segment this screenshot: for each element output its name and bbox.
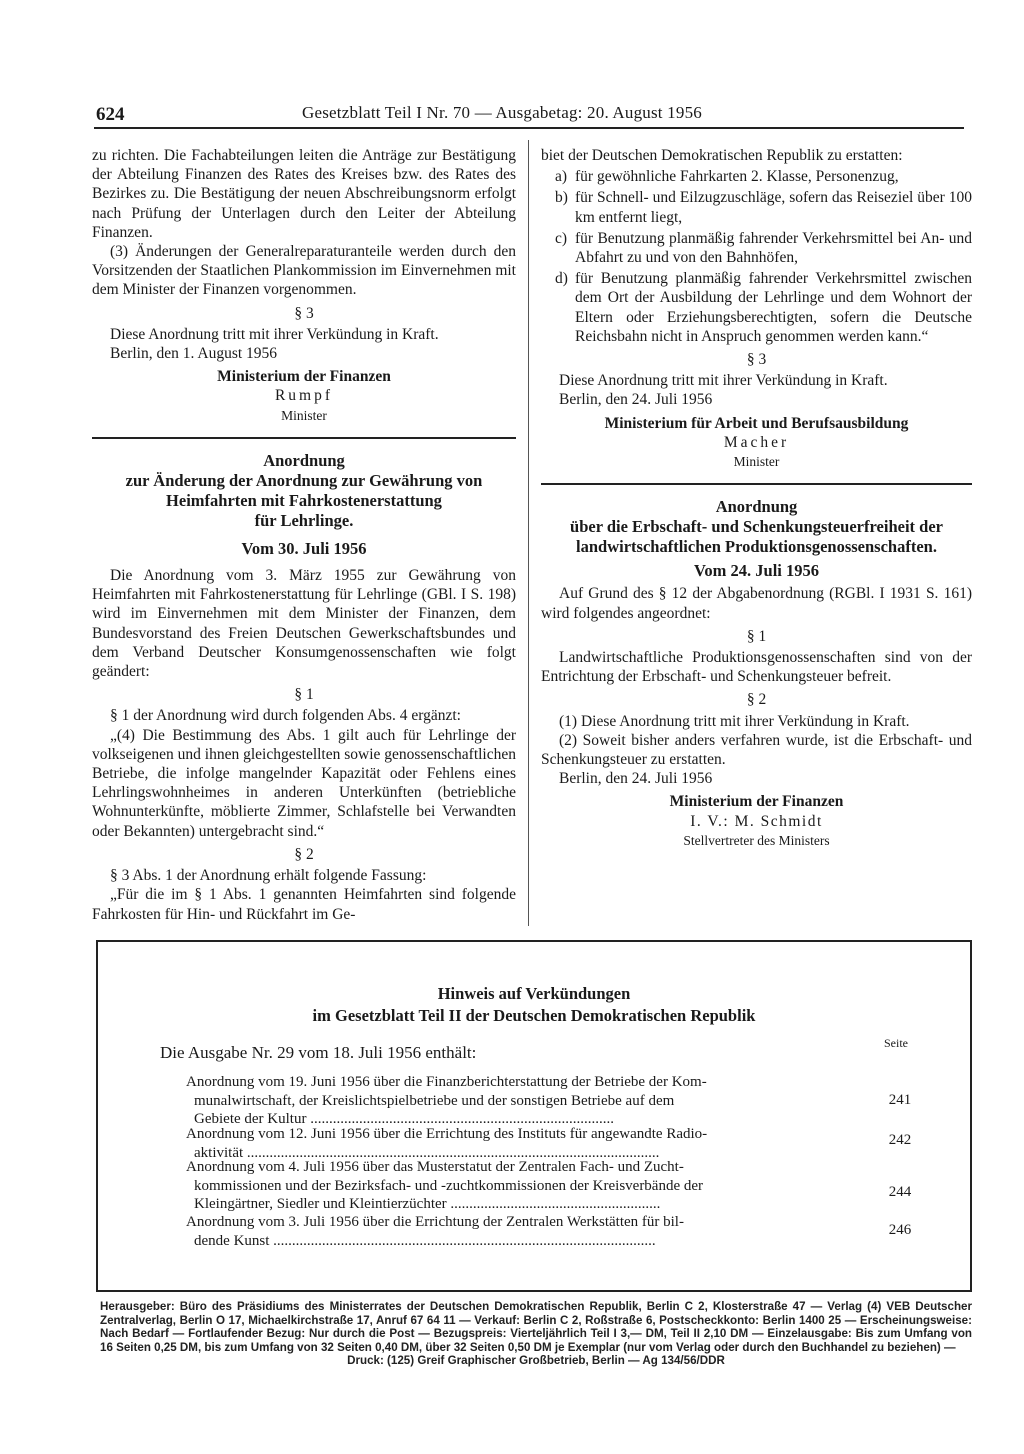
place-date: Berlin, den 24. Juli 1956 [559, 391, 713, 409]
continued-paragraph: zu richten. Die Fachabteilungen leiten die Anträge zur Bestätigung der Abteilung Finanzen des Rates des Kreises bzw. des Rates des Bezirkes zu. Die Bestätigung der neuen Abschreibungsnorm erfolgt nach Prüfung der Unterlagen durch den Leiter der Abteilung Finanzen. [92, 147, 516, 241]
left-column [92, 146, 516, 924]
section-heading: § 2 [294, 845, 314, 863]
section-rule [541, 483, 972, 485]
section-rule [92, 437, 516, 439]
section-heading: § 2 [746, 691, 767, 709]
page-column-label: Seite [884, 1036, 908, 1050]
ministry-name: Ministerium für Arbeit und Berufsausbildung [604, 414, 909, 432]
toc-entry: Anordnung vom 19. Juni 1956 über die Finanzberichterstattung der Betriebe der Kom- munalwirtschaft, der Kreislichtspielbetriebe und der sonstigen Betriebe auf dem Gebiete der Kultur ................................................................................. [186, 1074, 707, 1127]
section-text: Landwirtschaftliche Produktionsgenossenschaften sind von der Entrichtung der Erbschaft- und Schenkungsteuer befreit. [541, 649, 972, 686]
list-item: c) für Benutzung planmäßig fahrender Verkehrsmittel bei An- und Abfahrt zu und von den Bahnhöfen, [555, 229, 972, 267]
signer-role: Stellvertreter des Ministers [683, 832, 830, 848]
imprint [100, 1300, 972, 1368]
section-heading: § 3 [294, 304, 314, 322]
section-text: (2) Soweit bisher anders verfahren wurde, ist die Erbschaft- und Schenkungsteuer zu erstatten. [541, 731, 972, 769]
section-heading: § 1 [746, 627, 767, 645]
toc-page-number: 242 [888, 1132, 912, 1148]
section-heading: § 3 [746, 351, 767, 369]
toc-page-number: 246 [888, 1222, 912, 1238]
section-text: Diese Anordnung tritt mit ihrer Verkündung in Kraft. [559, 372, 888, 390]
continued-paragraph: biet der Deutschen Demokratischen Republik zu erstatten: [541, 147, 903, 164]
signer-role: Minister [281, 407, 327, 423]
section-text: (1) Diese Anordnung tritt mit ihrer Verkündung in Kraft. [559, 712, 910, 730]
toc-page-number: 241 [888, 1092, 912, 1108]
list-item: d) für Benutzung planmäßig fahrender Verkehrsmittel zwischen dem Ort der Ausbildung der Lehrlinge und dem Wohnort der Eltern oder Erziehungsberechtigten, sofern die Deutsche Reichsbahn nicht in Anspruch genommen werden kann.“ [555, 270, 972, 345]
running-head: Gesetzblatt Teil I Nr. 70 — Ausgabetag: 20. August 1956 [302, 103, 702, 122]
imprint-text: Herausgeber: Büro des Präsidiums des Ministerrates der Deutschen Demokratischen Republik, Berlin C 2, Klosterstraße 47 — Verlag (4) VEB Deutscher Zentralverlag, Berlin O 17, Michaelkirchstraße 17, Anruf 67 64 11 — Verkauf: Berlin C 2, Roßstraße 6, Postscheckkonto: Berlin 1400 25 — Erscheinungsweise: Nach Bedarf — Fortlaufender Bezug: Nur durch die Post — Bezugspreis: Vierteljährlich Teil I 3,— DM, Teil II 2,10 DM — Einzelausgabe: Bis zum Umfang von 16 Seiten 0,25 DM, bis zum Umfang von 32 Seiten 0,40 DM, über 32 Seiten 0,50 DM je Exemplar (nur vom Verlag oder durch den Buchhandel zu beziehen) — [100, 1300, 972, 1354]
toc-entry: Anordnung vom 4. Juli 1956 über das Musterstatut der Zentralen Fach- und Zucht- kommissionen und der Bezirksfach- und -zuchtkommissionen der Kreisverbände der Kleingärtner, Siedler und Kleintierzüchter ........................................................ [186, 1159, 704, 1212]
decree-intro: Die Anordnung vom 3. März 1955 zur Gewährung von Heimfahrten mit Fahrkostenerstattung für Lehrlinge (GBl. I S. 198) wird im Einvernehmen mit dem Minister der Finanzen, dem Bundesvorstand des Freien Deutschen Gewerkschaftsbundes und dem Verband Deutscher Konsumgenossenschaften wie folgt geändert: [92, 567, 516, 681]
section-text: § 1 der Anordnung wird durch folgenden Abs. 4 ergänzt: [110, 707, 461, 725]
list-item: a) für gewöhnliche Fahrkarten 2. Klasse, Personenzug, [555, 168, 899, 186]
notice-title: Hinweis auf Verkündungen [437, 984, 631, 1003]
place-date: Berlin, den 1. August 1956 [110, 345, 278, 363]
signer-name: I. V.: M. Schmidt [690, 812, 823, 830]
imprint-print: Druck: (125) Greif Graphischer Großbetrieb, Berlin — Ag 134/56/DDR [347, 1354, 725, 1368]
signer-name: Macher [723, 433, 790, 451]
section-quote: „Für die im § 1 Abs. 1 genannten Heimfahrten sind folgende Fahrkosten für Hin- und Rückfahrt im Ge- [92, 886, 516, 923]
ministry-name: Ministerium der Finanzen [669, 793, 844, 811]
notice-intro: Die Ausgabe Nr. 29 vom 18. Juli 1956 enthält: [160, 1043, 477, 1062]
section-quote: „(4) Die Bestimmung des Abs. 1 gilt auch für Lehrlinge der volkseigenen und ihnen gleichgestellten sowie genossenschaftlichen Betriebe, die infolge mangelnder Kapazität oder Fehlens eines Lehrlingswohnheimes in anderen Unterkünften (betriebliche Wohnunterkünfte, möblierte Zimmer, Schlafstelle bei Verwandten oder Bekannten) untergebracht sind.“ [92, 726, 516, 840]
section-text: § 3 Abs. 1 der Anordnung erhält folgende Fassung: [110, 867, 427, 885]
signer-role: Minister [733, 454, 780, 470]
section-text: Diese Anordnung tritt mit ihrer Verkündung in Kraft. [110, 325, 439, 343]
list-item: b) für Schnell- und Eilzugzuschläge, sofern das Reiseziel über 100 km entfernt liegt, [555, 189, 972, 226]
toc-entry: Anordnung vom 3. Juli 1956 über die Errichtung der Zentralen Werkstätten für bil- dende Kunst ...................................................................................................... [186, 1214, 684, 1249]
decree-date: Vom 30. Juli 1956 [241, 538, 367, 558]
section-heading: § 1 [294, 686, 314, 704]
decree-title: Anordnung zur Änderung der Anordnung zur Gewährung von Heimfahrten mit Fahrkostenerstattung für Lehrlinge. [125, 450, 483, 530]
decree-title: Anordnung über die Erbschaft- und Schenkungsteuerfreiheit der landwirtschaftlichen Produktionsgenossenschaften. [570, 497, 943, 557]
ministry-name: Ministerium der Finanzen [217, 368, 391, 386]
notice-box [96, 940, 972, 1292]
column-divider [528, 140, 529, 926]
notice-subtitle: im Gesetzblatt Teil II der Deutschen Demokratischen Republik [312, 1006, 756, 1025]
toc-page-number: 244 [888, 1184, 912, 1200]
decree-intro: Auf Grund des § 12 der Abgabenordnung (RGBl. I 1931 S. 161) wird folgendes angeordnet: [541, 585, 972, 622]
signer-name: Rumpf [274, 387, 334, 405]
paragraph-3: (3) Änderungen der Generalreparaturanteile werden durch den Vorsitzenden der Staatlichen Plankommission im Einvernehmen mit dem Minister der Finanzen vorgenommen. [92, 243, 516, 299]
place-date: Berlin, den 24. Juli 1956 [559, 770, 713, 788]
page-number: 624 [96, 104, 125, 125]
header-rule [94, 127, 964, 129]
decree-date: Vom 24. Juli 1956 [694, 561, 819, 581]
right-column [541, 146, 972, 850]
toc-entry: Anordnung vom 12. Juni 1956 über die Errichtung des Instituts für angewandte Radio- aktivität .............................................................................................................. [186, 1126, 708, 1161]
